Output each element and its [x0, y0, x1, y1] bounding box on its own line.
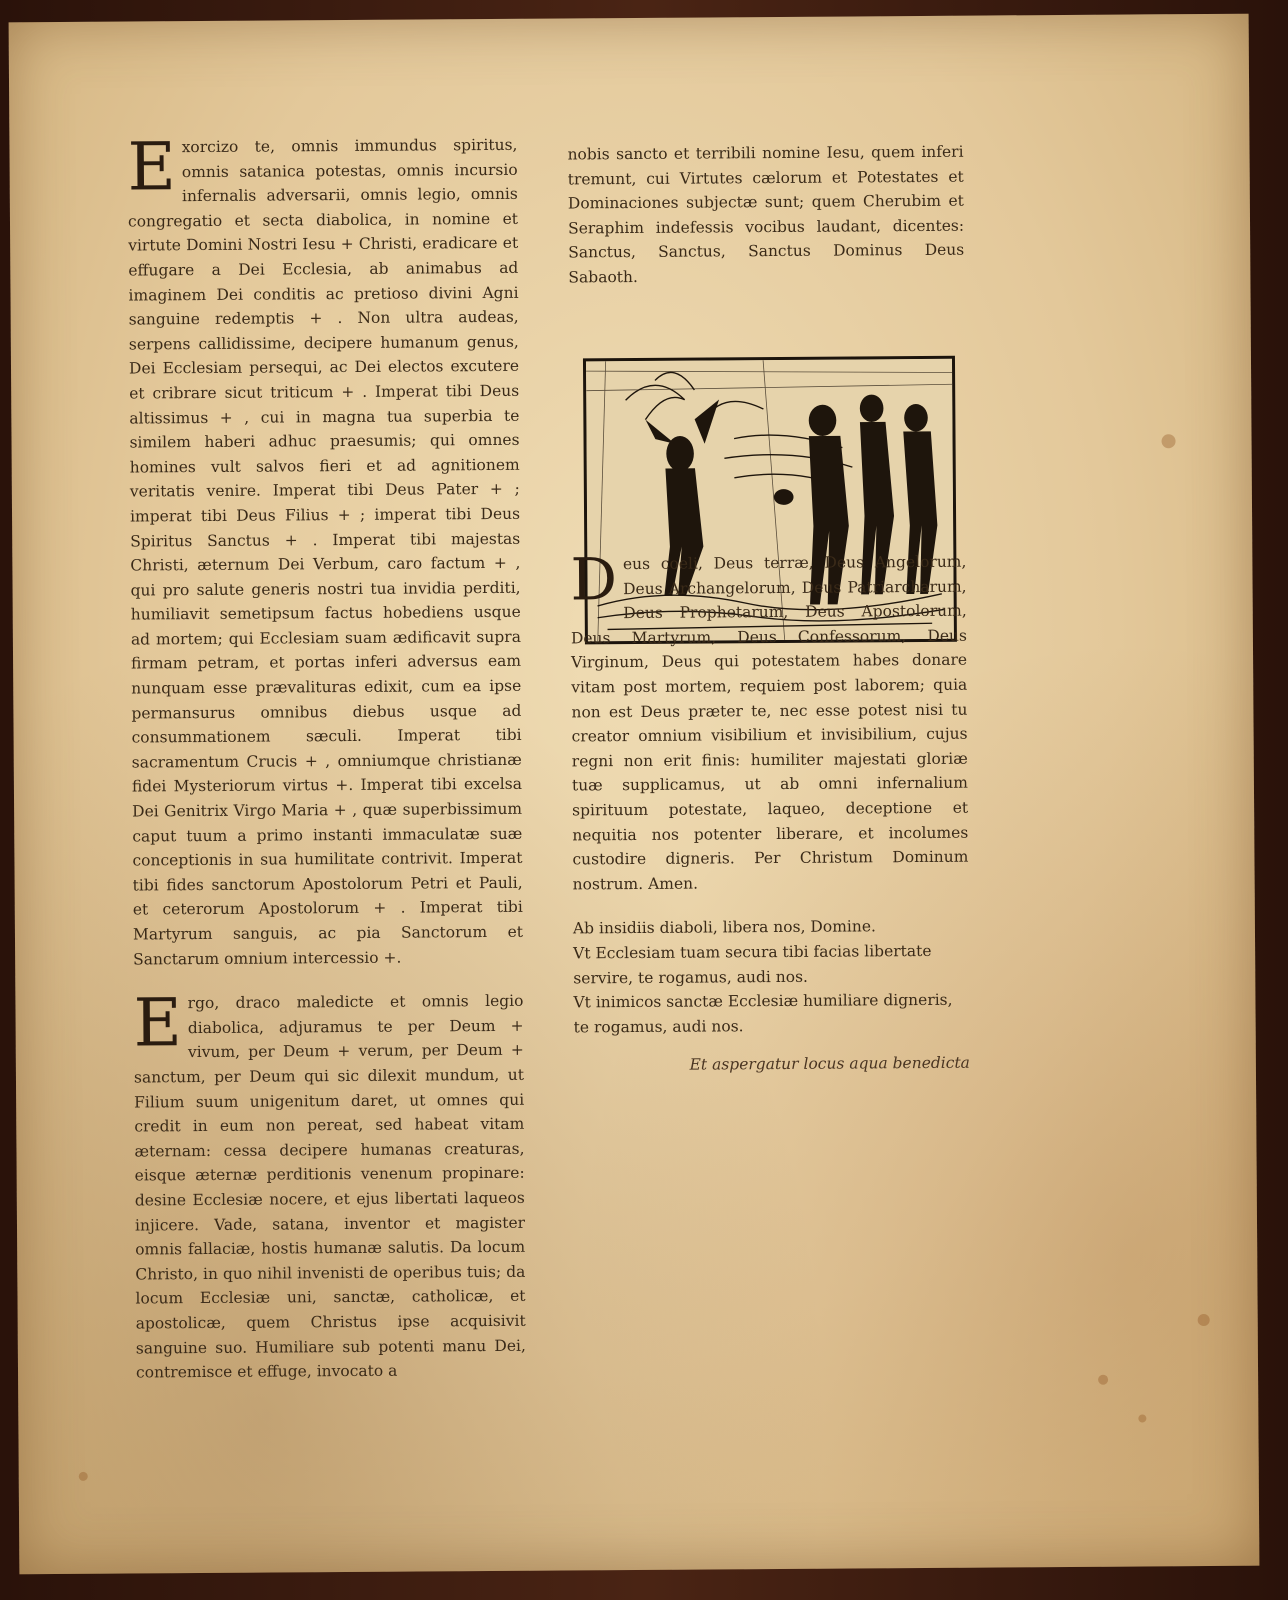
litany-line: Vt Ecclesiam tuam secura tibi facias libertate servire, te rogamus, audi nos.: [573, 941, 932, 987]
paragraph-text: rgo, draco maledicte et omnis legio diabolica, adjuramus te per Deum + vivum, per Deum + verum, per Deum + sanctum, per Deum qui sic dilexit mundum, ut Filium suum unigenitum daret, ut omnes qui credit in eum non pereat, sed habeat vitam æternam: cessa decipere humanas creaturas, eisque æternæ perditionis venenum propinare: desine Ecclesiæ nocere, et ejus libertati laqueos injicere. Vade, satana, inventor et magister omnis fallaciæ, hostis humanæ salutis. Da locum Christo, in quo nihil invenisti de operibus tuis; da locum Ecclesiæ uni, sanctæ, catholicæ, et apostolicæ, quem Christus ipse acquisivit sanguine suo. Humiliare sub potenti manu Dei, contremisce et effuge, invocato a: [133, 991, 526, 1382]
litany-line: Vt inimicos sanctæ Ecclesiæ humiliare digneris, te rogamus, audi nos.: [573, 990, 953, 1037]
paragraph-text: eus coeli, Deus terræ, Deus Angelorum, Deus Archangelorum, Deus Patriarcharum, Deus Prophetarum, Deus Apostolorum, Deus Martyrum, Deus Confessorum, Deus Virginum, Deus qui potestatem habes donare vitam post mortem, requiem post laborem; quia non est Deus præter te, nec esse potest nisi tu creator omnium visibilium et invisibilium, cujus regni non erit finis: humiliter majestati gloriæ tuæ supplicamus, ut ab omni infernalium spirituum potestate, laqueo, deceptione et nequitia nos potenter liberare, et incolumes custodire digneris. Per Christum Dominum nostrum. Amen.: [570, 552, 969, 894]
stain: [1138, 1414, 1146, 1422]
continuation-paragraph: nobis sancto et terribili nomine Iesu, quem inferi tremunt, cui Virtutes cælorum et Potestates et Dominaciones subjectæ sunt; quem Cherubim et Seraphim indefessis vocibus laudant, dicentes: Sanctus, Sanctus, Sanctus Dominus Deus Sabaoth.: [567, 142, 965, 287]
right-lower-column: [567, 140, 970, 1079]
stain: [1198, 1314, 1210, 1326]
adjuration-paragraph: [133, 984, 526, 1385]
stain: [79, 1472, 88, 1481]
exorcism-paragraph: [127, 128, 524, 972]
drop-cap-initial: E: [127, 128, 177, 206]
stain: [1098, 1375, 1108, 1385]
drop-cap-initial: D: [570, 545, 618, 614]
left-text-column: [127, 128, 526, 1405]
paragraph-text: xorcizo te, omnis immundus spiritus, omnis satanica potestas, omnis incursio infernalis adversarii, omnis legio, omnis congregatio et secta diabolica, in nomine et virtute Domini Nostri Iesu + Christi, eradicare et effugare a Dei Ecclesia, ab animabus ad imaginem Dei conditis ac pretioso divini Agni sanguine redemptis + . Non ultra audeas, serpens callidissime, decipere humanum genus, Dei Ecclesiam persequi, ac Dei electos excutere et cribrare sicut triticum + . Imperat tibi Deus altissimus + , cui in magna tua superbia te similem haberi adhuc praesumis; qui omnes homines vult salvos fieri et ad agnitionem veritatis venire. Imperat tibi Deus Pater + ; imperat tibi Deus Filius + ; imperat tibi Deus Spiritus Sanctus + . Imperat tibi majestas Christi, æternum Dei Verbum, caro factum + , qui pro salute generis nostri tua invidia perditi, humiliavit semetipsum factus hobediens usque ad mortem; qui Ecclesiam suam ædificavit supra firmam petram, et portas inferi adversus eam nunquam esse prævalituras edixit, cum ea ipse permansurus omnibus diebus usque ad consummationem sæculi. Imperat tibi sacramentum Crucis + , omniumque christianæ fidei Mysteriorum virtus +. Imperat tibi excelsa Dei Genitrix Virgo Maria + , quæ superbissimum caput tuum a primo instanti immaculatæ suæ conceptionis in sua humilitate contrivit. Imperat tibi fides sanctorum Apostolorum Petri et Pauli, et ceterorum Apostolorum + . Imperat tibi Martyrum sanguis, ac pia Sanctorum et Sanctarum omnium intercessio +.: [127, 135, 524, 969]
stain: [1162, 434, 1176, 448]
parchment-page: [9, 14, 1260, 1575]
litany-line: Ab insidiis diaboli, libera nos, Domine.: [572, 917, 876, 938]
drop-cap-initial: E: [133, 984, 183, 1062]
litany-block: [573, 914, 970, 1078]
rubric-instruction: Et aspergatur locus aqua benedicta: [689, 1053, 970, 1074]
deus-coeli-paragraph: [570, 545, 969, 897]
